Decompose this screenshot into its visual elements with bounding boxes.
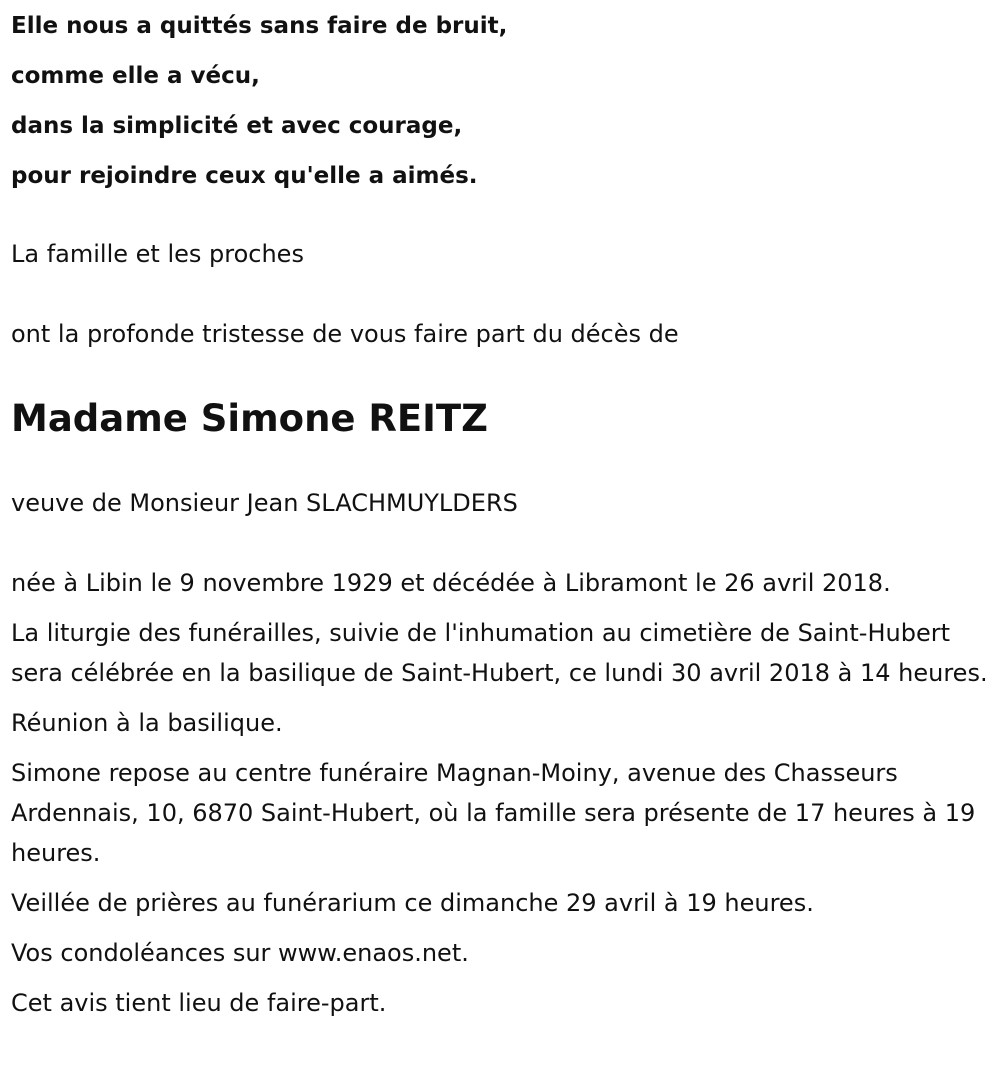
opening-verse [11,1,991,201]
verse-line: pour rejoindre ceux qu'elle a aimés. [11,163,478,189]
obituary-notice [11,0,991,1023]
birth-death-line: née à Libin le 9 novembre 1929 et décédée à Libramont le 26 avril 2018. [11,569,891,597]
announcement-line: ont la profonde tristesse de vous faire part du décès de [11,320,679,348]
widow-of-line: veuve de Monsieur Jean SLACHMUYLDERS [11,489,518,517]
family-line: La famille et les proches [11,240,304,268]
condolences-line: Vos condoléances sur www.enaos.net. [11,939,469,967]
rest-location: Simone repose au centre funéraire Magnan-Moiny, avenue des Chasseurs Ardennais, 10, 6870 Saint-Hubert, où la famille sera présente de 17 heures à 19 heures. [11,759,976,867]
verse-line: Elle nous a quittés sans faire de bruit, [11,13,508,39]
funeral-details: La liturgie des funérailles, suivie de l'inhumation au cimetière de Saint-Hubert sera célébrée en la basilique de Saint-Hubert, ce lundi 30 avril 2018 à 14 heures. [11,619,988,687]
meeting-line: Réunion à la basilique. [11,709,283,737]
notice-line: Cet avis tient lieu de faire-part. [11,989,387,1017]
deceased-name: Madame Simone REITZ [11,397,488,440]
vigil-line: Veillée de prières au funérarium ce dimanche 29 avril à 19 heures. [11,889,814,917]
verse-line: comme elle a vécu, [11,63,260,89]
verse-line: dans la simplicité et avec courage, [11,113,463,139]
